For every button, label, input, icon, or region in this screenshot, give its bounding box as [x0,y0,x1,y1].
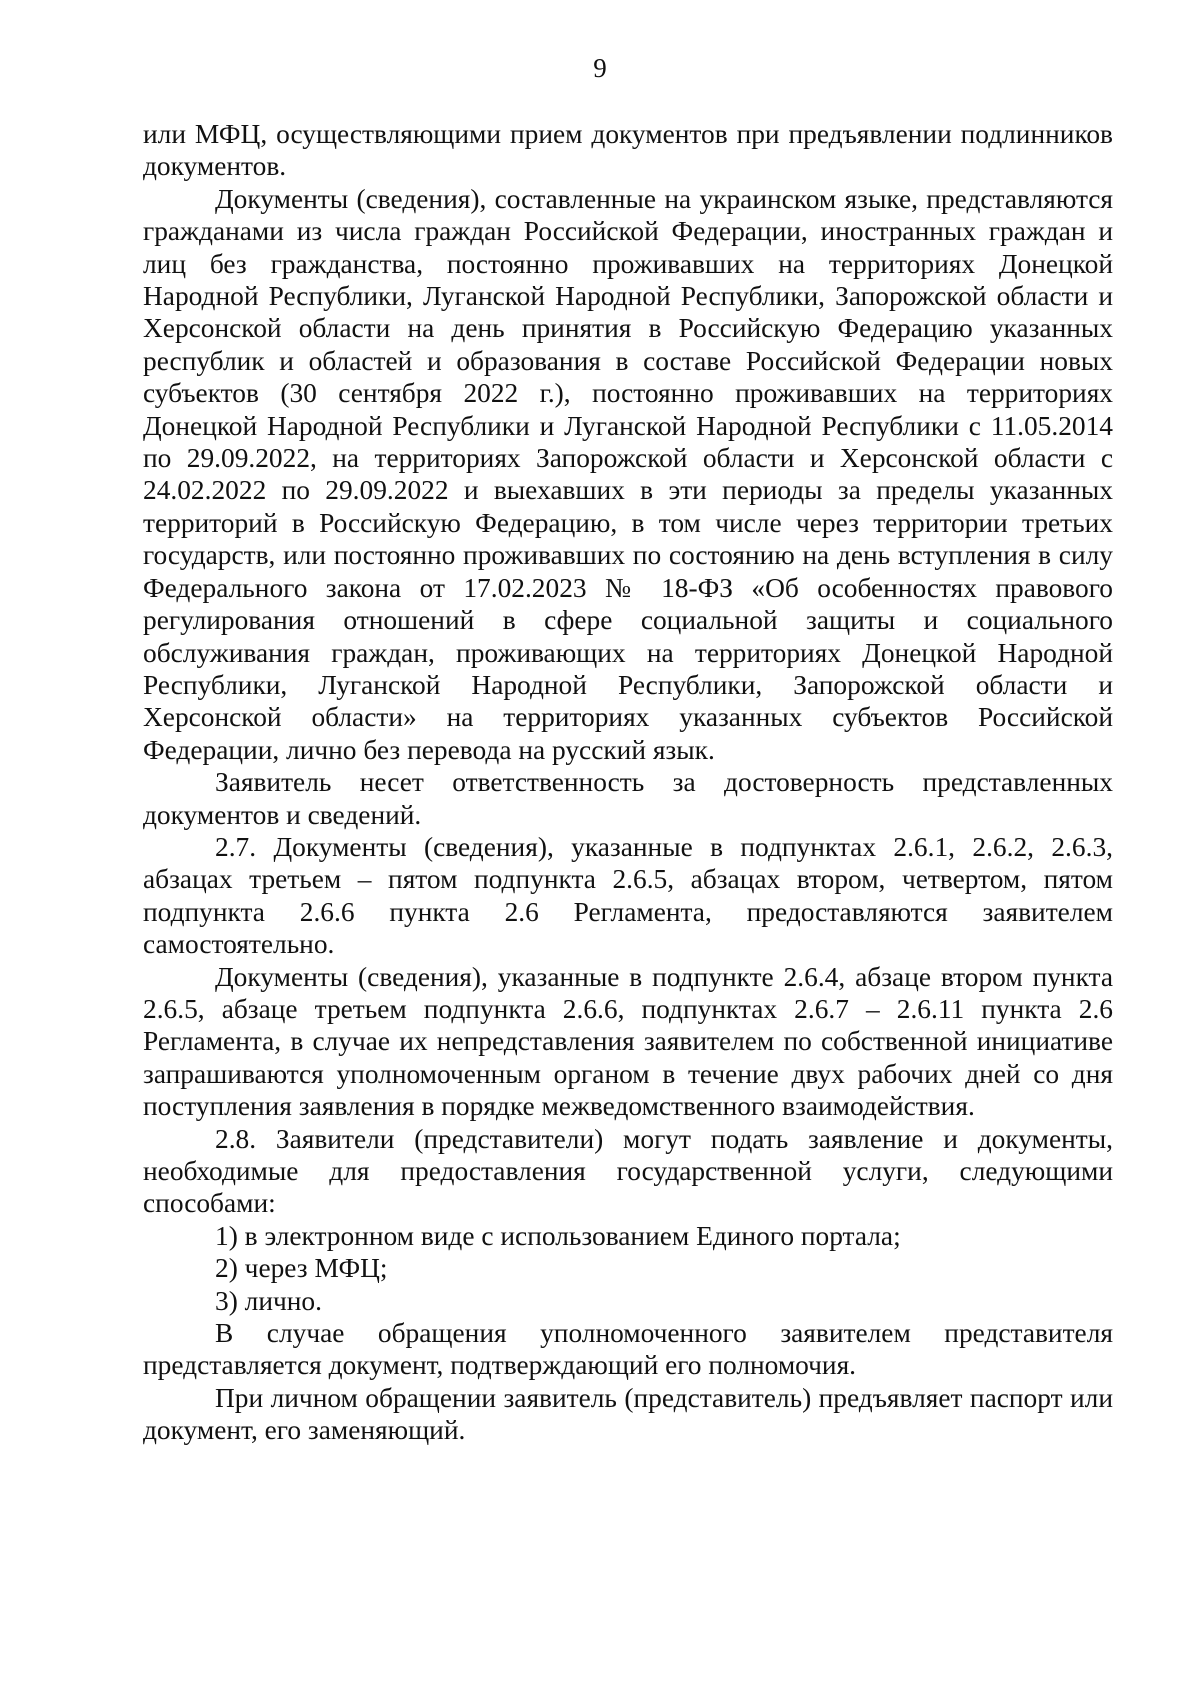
paragraph-interagency-request: Документы (сведения), указанные в подпункте 2.6.4, абзаце втором пункта 2.6.5, абзаце третьем подпункта 2.6.6, подпунктах 2.6.7 – 2.6.11 пункта 2.6 Регламента, в случае их непредставления заявителем по собственной инициативе запрашиваются уполномоченным органом в течение двух рабочих дней со дня поступления заявления в порядке межведомственного взаимодействия. [143,961,1113,1122]
paragraph-passport: При личном обращении заявитель (представитель) предъявляет паспорт или документ, его заменяющий. [143,1382,1113,1446]
list-item-electronic: 1) в электронном виде с использованием Единого портала; [215,1220,901,1251]
document-body [143,118,1113,1447]
paragraph-clause-2-8: 2.8. Заявители (представители) могут подать заявление и документы, необходимые для предоставления государственной услуги, следующими способами: [143,1123,1113,1219]
paragraph-representative: В случае обращения уполномоченного заявителем представителя представляется документ, подтверждающий его полномочия. [143,1318,1113,1381]
paragraph-clause-2-7: 2.7. Документы (сведения), указанные в подпунктах 2.6.1, 2.6.2, 2.6.3, абзацах третьем – пятом подпункта 2.6.5, абзацах втором, четвертом, пятом подпункта 2.6.6 пункта 2.6 Регламента, предоставляются заявителем самостоятельно. [143,831,1113,960]
paragraph-applicant-responsibility: Заявитель несет ответственность за достоверность представленных документов и сведений. [143,767,1113,830]
list-item-mfc: 2) через МФЦ; [215,1253,388,1284]
paragraph-ukrainian-documents: Документы (сведения), составленные на украинском языке, представляются гражданами из числа граждан Российской Федерации, иностранных граждан и лиц без гражданства, постоянно проживавших на территориях Донецкой Народной Республики, Луганской Народной Республики, Запорожской области и Херсонской области на день принятия в Российскую Федерацию указанных республик и областей и образования в составе Российской Федерации новых субъектов (30 сентября 2022 г.), постоянно проживавших на территориях Донецкой Народной Республики и Луганской Народной Республики с 11.05.2014 по 29.09.2022, на территориях Запорожской области и Херсонской области с 24.02.2022 по 29.09.2022 и выехавших в эти периоды за пределы указанных территорий в Российскую Федерацию, в том числе через территории третьих государств, или постоянно проживавших по состоянию на день вступления в силу Федерального закона от 17.02.2023 № 18-ФЗ «Об особенностях правового регулирования отношений в сфере социальной защиты и социального обслуживания граждан, проживающих на территориях Донецкой Народной Республики, Луганской Народной Республики, Запорожской области и Херсонской области» на территориях указанных субъектов Российской Федерации, лично без перевода на русский язык. [143,183,1113,765]
paragraph-continuation: или МФЦ, осуществляющими прием документов при предъявлении подлинников документов. [143,119,1113,182]
list-item-in-person: 3) лично. [215,1285,322,1316]
page-number: 9 [593,53,607,83]
